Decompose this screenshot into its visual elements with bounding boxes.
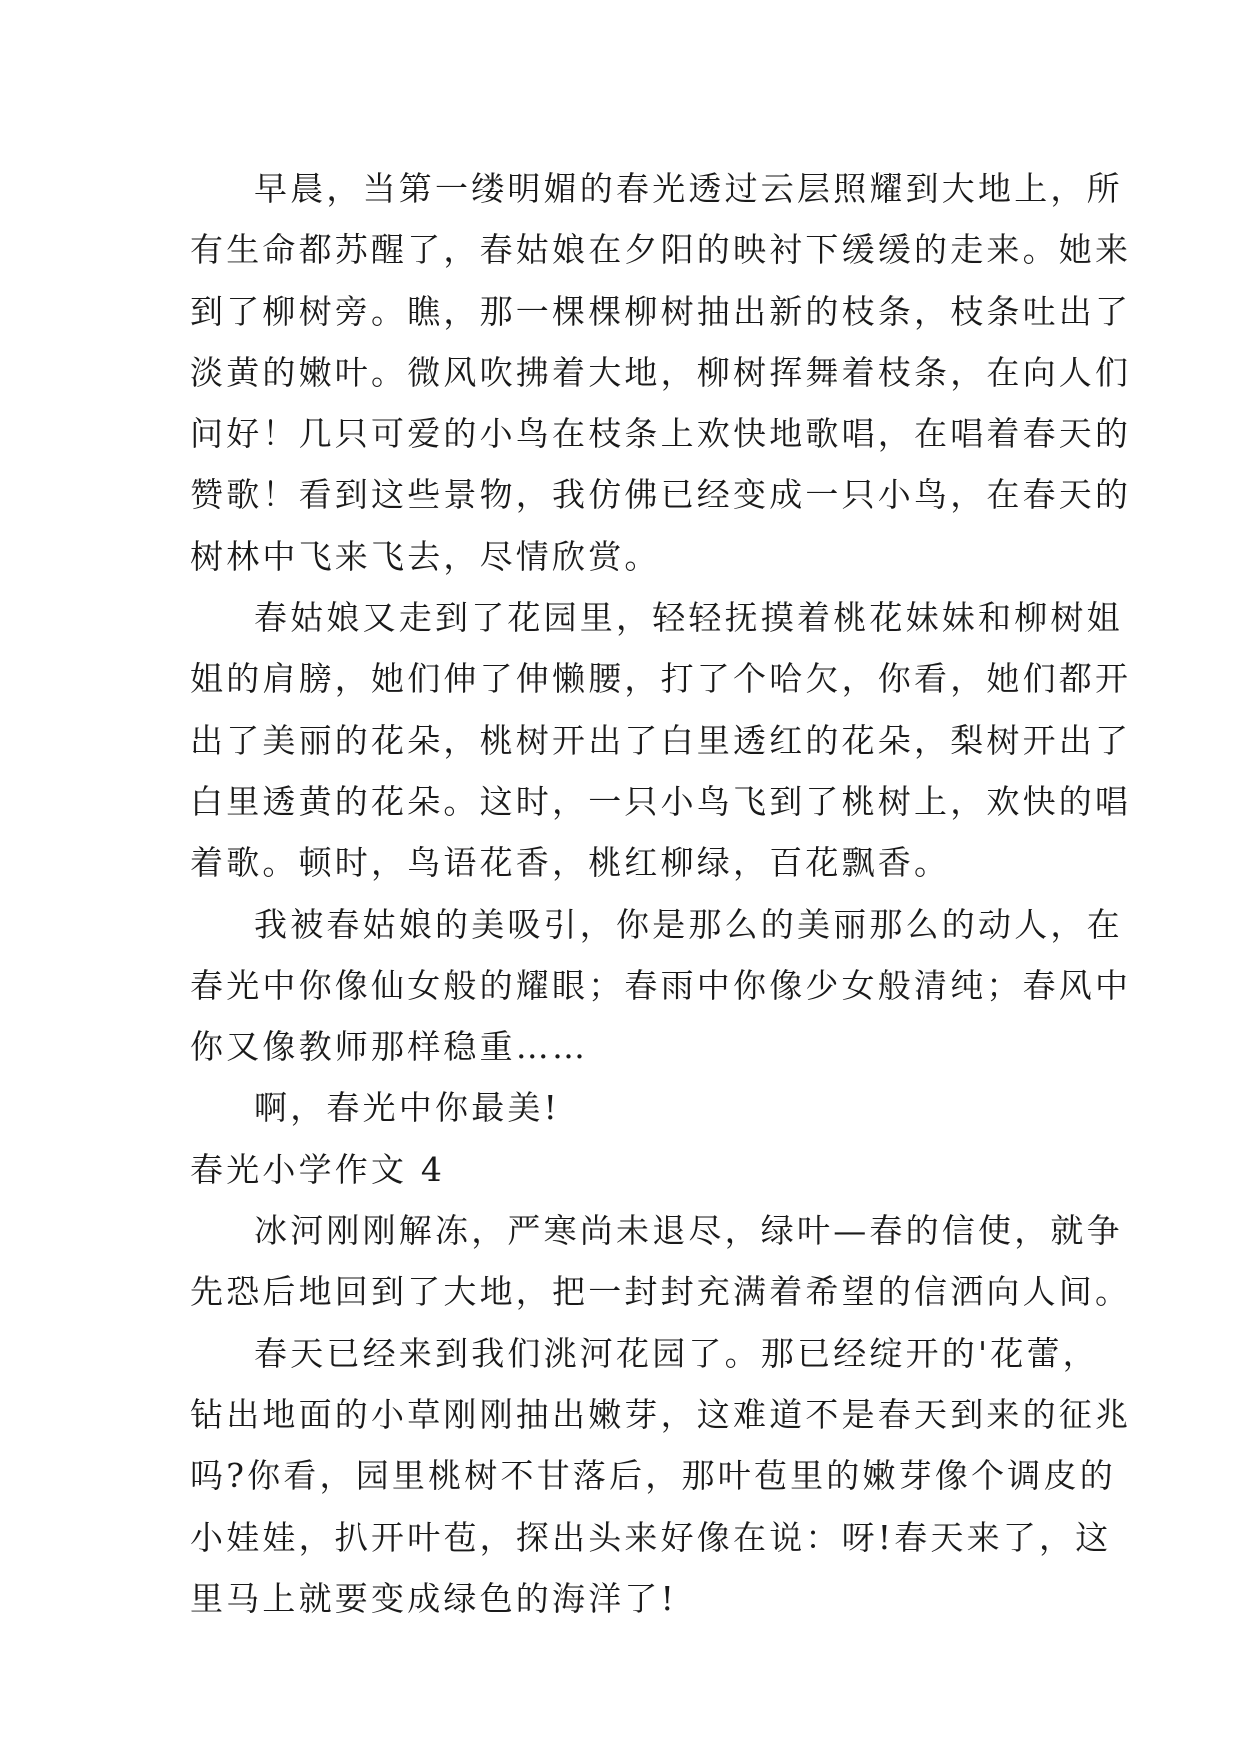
text-line: 着歌。顿时，鸟语花香，桃红柳绿，百花飘香。 (190, 843, 951, 883)
text-line: 姐的肩膀，她们伸了伸懒腰，打了个哈欠，你看，她们都开 (190, 659, 1132, 699)
section-heading (190, 1139, 1060, 1200)
text-line: 你又像教师那样稳重…… (190, 1027, 589, 1067)
text-line: 冰河刚刚解冻，严寒尚未退尽，绿叶—春的信使，就争 (254, 1211, 1123, 1251)
text-line: 早晨，当第一缕明媚的春光透过云层照耀到大地上，所 (254, 169, 1123, 208)
text-line: 春光中你像仙女般的耀眼；春雨中你像少女般清纯；春风中 (190, 965, 1132, 1005)
text-line: 我被春姑娘的美吸引，你是那么的美丽那么的动人，在 (254, 904, 1123, 944)
text-line: 春天已经来到我们洮河花园了。那已经绽开的'花蕾， (254, 1333, 1099, 1373)
text-line: 白里透黄的花朵。这时，一只小鸟飞到了桃树上，欢快的唱 (190, 781, 1132, 821)
section-heading-text: 春光小学作文 4 (190, 1149, 446, 1189)
text-line: 啊，春光中你最美! (254, 1088, 561, 1128)
text-line: 钻出地面的小草刚刚抽出嫩芽，这难道不是春天到来的征兆 (190, 1394, 1132, 1434)
text-line: 吗?你看，园里桃树不甘落后，那叶苞里的嫩芽像个调皮的 (190, 1456, 1116, 1496)
essay-body (190, 158, 1132, 1629)
paragraph-taohe-garden (190, 1323, 1132, 1629)
text-line: 出了美丽的花朵，桃树开出了白里透红的花朵，梨树开出了 (190, 720, 1132, 760)
paragraph-willow-morning (190, 158, 1132, 587)
text-line: 到了柳树旁。瞧，那一棵棵柳树抽出新的枝条，枝条吐出了 (190, 291, 1132, 331)
text-line: 树林中飞来飞去，尽情欣赏。 (190, 536, 661, 576)
text-line: 有生命都苏醒了，春姑娘在夕阳的映衬下缓缓的走来。她来 (190, 230, 1132, 270)
text-line: 赞歌！看到这些景物，我仿佛已经变成一只小鸟，在春天的 (190, 475, 1132, 515)
text-line: 问好！几只可爱的小鸟在枝条上欢快地歌唱，在唱着春天的 (190, 414, 1132, 454)
text-line: 淡黄的嫩叶。微风吹拂着大地，柳树挥舞着枝条，在向人们 (190, 352, 1132, 392)
paragraph-spring-beauty (190, 894, 1132, 1078)
text-line: 先恐后地回到了大地，把一封封充满着希望的信洒向人间。 (190, 1272, 1132, 1312)
text-line: 里马上就要变成绿色的海洋了! (190, 1578, 678, 1618)
paragraph-exclamation (190, 1077, 1060, 1138)
text-line: 春姑娘又走到了花园里，轻轻抚摸着桃花妹妹和柳树姐 (254, 598, 1123, 638)
paragraph-garden-flowers (190, 587, 1132, 893)
text-line: 小娃娃，扒开叶苞，探出头来好像在说：呀!春天来了，这 (190, 1517, 1112, 1557)
paragraph-thaw (190, 1200, 1132, 1323)
